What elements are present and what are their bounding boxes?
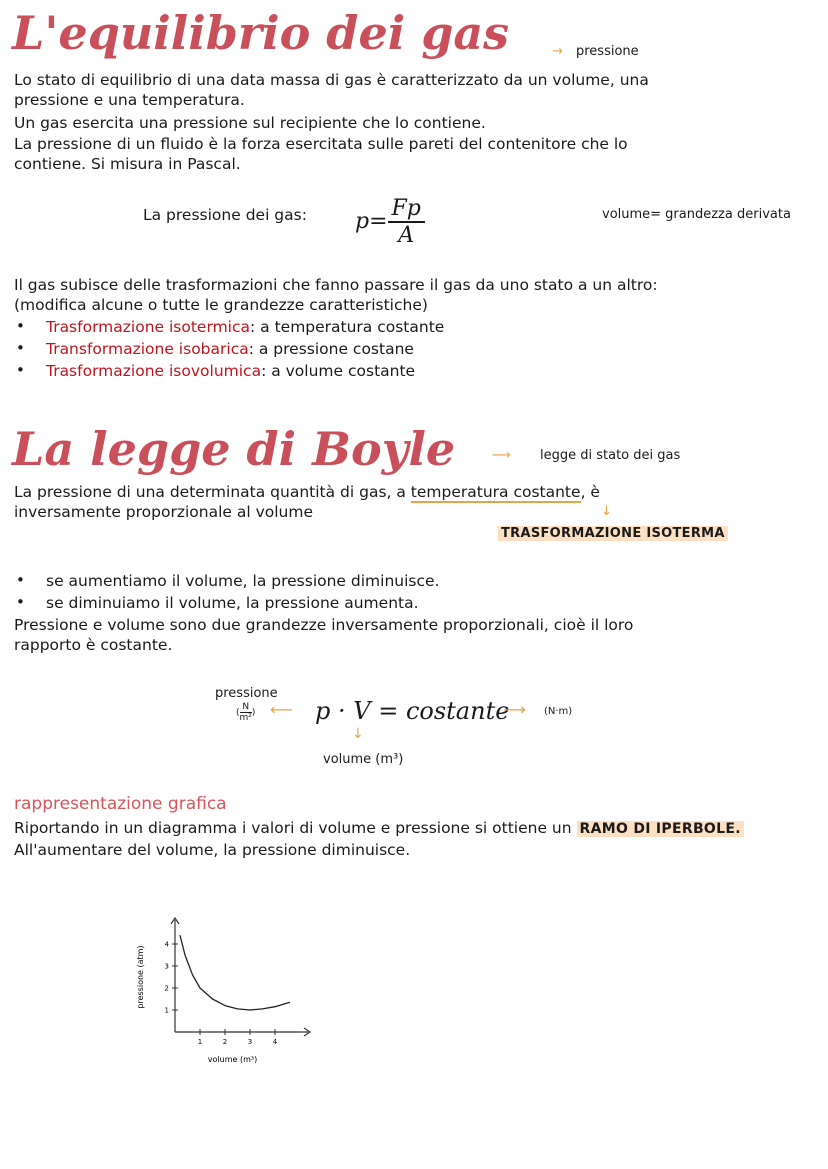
boyle-para-line1: Pressione e volume sono due grandezze inversamente proporzionali, cioè il loro — [14, 616, 634, 634]
section3-line1: Riportando in un diagramma i valori di volume e pressione si ottiene un RAMO DI IPERBOLE. — [14, 818, 744, 839]
section3-line2: All'aumentare del volume, la pressione diminuisce. — [14, 841, 411, 859]
y-tick-label: 2 — [164, 984, 169, 993]
left-arrow-icon: ⟵ — [270, 700, 293, 719]
down-arrow-icon: ↓ — [352, 726, 364, 742]
transformation-item: Transformazione isobarica: a pressione costane — [46, 340, 414, 358]
pressure-formula — [355, 196, 425, 248]
right-arrow-icon: ⟶ — [503, 700, 526, 719]
bullet-icon: • — [16, 361, 25, 379]
x-tick-label: 4 — [272, 1038, 278, 1046]
y-axis-label: pressione (atm) — [136, 945, 145, 1009]
formula-label: La pressione dei gas: — [143, 206, 307, 224]
bullet-icon: • — [16, 571, 25, 589]
formula-unit: ( $\frac{N}{\text{m²}}$ ) — [236, 702, 256, 723]
boyle-bullet: se diminuiamo il volume, la pressione aumenta. — [46, 594, 419, 612]
formula-p: p= — [355, 209, 388, 234]
para4-line1: Il gas subisce delle trasformazioni che fanno passare il gas da uno stato a un altro: — [14, 276, 658, 294]
arrow-icon: → — [552, 44, 563, 59]
arrow-icon: ⟶ — [492, 448, 511, 463]
x-tick-label: 1 — [197, 1038, 203, 1046]
hyperbola-curve — [180, 935, 290, 1010]
down-arrow-icon: ↓ — [601, 504, 612, 519]
bullet-icon: • — [16, 317, 25, 335]
title-note-pressione: pressione — [576, 44, 639, 59]
y-tick-label: 4 — [164, 940, 169, 949]
bullet-icon: • — [16, 593, 25, 611]
side-note: volume= grandezza derivata — [602, 207, 791, 222]
para3-line2: contiene. Si misura in Pascal. — [14, 155, 241, 173]
transformation-item: Trasformazione isotermica: a temperatura costante — [46, 318, 445, 336]
formula-pressione-label: pressione — [215, 686, 278, 701]
highlight-isoterma: TRASFORMAZIONE ISOTERMA — [498, 526, 728, 541]
boyle-para-line2: rapporto è costante. — [14, 636, 173, 654]
para1-line1: Lo stato di equilibrio di una data massa di gas è caratterizzato da un volume, una — [14, 71, 649, 89]
y-tick-label: 3 — [164, 962, 169, 971]
para4-line2: (modifica alcune o tutte le grandezze caratteristiche) — [14, 296, 428, 314]
formula-denominator: A — [398, 223, 415, 248]
formula-result-unit: (N·m) — [544, 706, 573, 717]
boyle-bullet: se aumentiamo il volume, la pressione diminuisce. — [46, 572, 440, 590]
x-axis-label: volume (m³) — [207, 1055, 258, 1064]
section1-title: L'equilibrio dei gas — [12, 6, 510, 60]
hyperbola-chart — [125, 912, 315, 1082]
section2-title: La legge di Boyle — [12, 422, 456, 476]
y-tick-label: 1 — [164, 1006, 169, 1015]
bullet-icon: • — [16, 339, 25, 357]
boyle-intro-line2: inversamente proporzionale al volume — [14, 503, 314, 521]
title-note-legge: legge di stato dei gas — [540, 448, 681, 463]
para2: Un gas esercita una pressione sul recipiente che lo contiene. — [14, 114, 486, 132]
transformation-item: Trasformazione isovolumica: a volume costante — [46, 362, 416, 380]
boyle-intro-line1: La pressione di una determinata quantità di gas, a temperatura costante, è — [14, 483, 600, 501]
x-tick-label: 3 — [247, 1038, 253, 1046]
x-tick-label: 2 — [222, 1038, 228, 1046]
section3-heading: rappresentazione grafica — [14, 794, 227, 814]
formula-main: p · V = costante — [315, 697, 510, 725]
formula-numerator: Fp — [388, 196, 425, 223]
formula-volume-label: volume (m³) — [323, 752, 404, 767]
para1-line2: pressione e una temperatura. — [14, 91, 245, 109]
para3-line1: La pressione di un fluido è la forza esercitata sulle pareti del contenitore che lo — [14, 135, 628, 153]
